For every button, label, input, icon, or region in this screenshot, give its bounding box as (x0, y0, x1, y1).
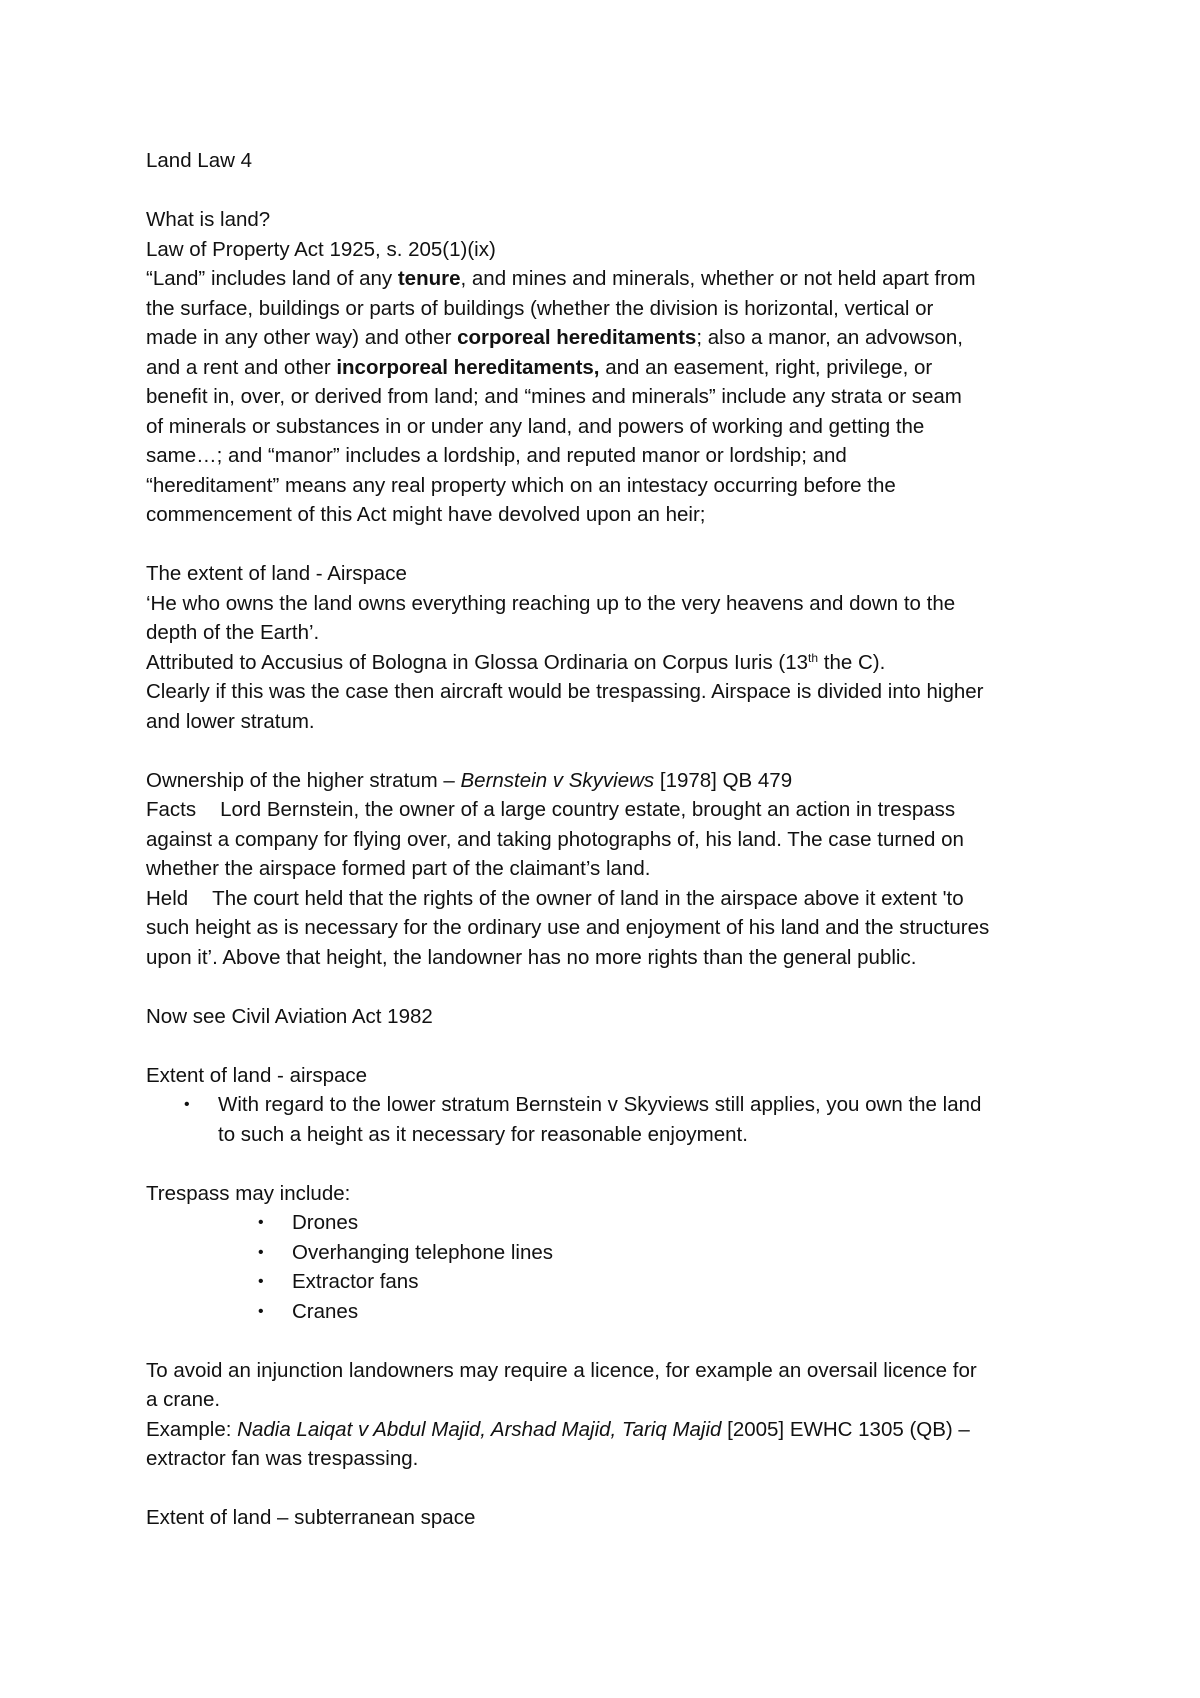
attribution-text: Attributed to Accusius of Bologna in Glossa Ordinaria on Corpus Iuris (13 (146, 650, 809, 674)
list-item-text: Drones (292, 1211, 359, 1234)
case-facts: against a company for flying over, and taking photographs of, his land. The case turned on (146, 827, 964, 851)
definition-line: the surface, buildings or parts of buildings (whether the division is horizontal, vertical or (146, 296, 934, 320)
section-heading-higher-stratum (146, 766, 1076, 796)
list-item-text: Cranes (292, 1299, 359, 1323)
definition-line (146, 323, 1076, 353)
list-item-text: Extractor fans (292, 1270, 419, 1293)
definition-text: , and mines and minerals, whether or not held apart from (460, 267, 976, 290)
spacer (146, 530, 1076, 560)
facts-label: Facts (146, 798, 197, 821)
definition-line: of minerals or substances in or under any land, and powers of working and getting the (146, 414, 925, 438)
section-heading-what-is-land: What is land? (146, 208, 271, 231)
definition-line: commencement of this Act might have devolved upon an heir; (146, 503, 706, 526)
term-corporeal-hereditaments: corporeal hereditaments (457, 326, 697, 349)
airspace-note: and lower stratum. (146, 709, 315, 733)
bullet-icon: • (184, 1096, 190, 1113)
case-held: such height as is necessary for the ordinary use and enjoyment of his land and the structures (146, 916, 990, 939)
bullet-icon: • (258, 1243, 264, 1261)
maxim-quote: ‘He who owns the land owns everything reaching up to the very heavens and down to the (146, 591, 956, 615)
list-item (146, 1297, 1076, 1327)
example-case: extractor fan was trespassing. (146, 1447, 419, 1470)
section-heading-subterranean: Extent of land – subterranean space (146, 1506, 476, 1529)
example-label: Example: (146, 1417, 238, 1441)
list-item (146, 1090, 1076, 1120)
case-facts: whether the airspace formed part of the claimant’s land. (146, 857, 651, 880)
spacer (146, 736, 1076, 766)
example-case (146, 1415, 1076, 1445)
list-item-text: With regard to the lower stratum Bernstein v Skyviews still applies, you own the land (218, 1093, 982, 1116)
spacer (146, 1031, 1076, 1061)
spacer (146, 176, 1076, 206)
page-title: Land Law 4 (146, 149, 253, 172)
civil-aviation-note: Now see Civil Aviation Act 1982 (146, 1004, 433, 1028)
spacer (146, 1149, 1076, 1179)
airspace-note: Clearly if this was the case then aircraft would be trespassing. Airspace is divided into higher (146, 680, 984, 703)
facts-text: Lord Bernstein, the owner of a large country estate, brought an action in trespass (220, 798, 956, 821)
case-held: upon it’. Above that height, the landowner has no more rights than the general public. (146, 945, 917, 969)
list-item-text: to such a height as it necessary for reasonable enjoyment. (218, 1122, 748, 1146)
case-name: Bernstein v Skyviews (460, 768, 655, 792)
spacer (146, 1474, 1076, 1504)
list-item (146, 1208, 1076, 1238)
bullet-icon: • (258, 1273, 264, 1290)
injunction-note: To avoid an injunction landowners may require a licence, for example an oversail licence for (146, 1358, 977, 1382)
injunction-note: a crane. (146, 1388, 221, 1411)
bullet-icon: • (258, 1214, 264, 1231)
term-tenure: tenure (397, 267, 461, 290)
case-facts (146, 795, 1076, 825)
definition-line (146, 353, 1076, 383)
definition-text: ; also a manor, an advowson, (696, 326, 964, 349)
maxim-attribution (146, 648, 1076, 678)
case-name: Nadia Laiqat v Abdul Majid, Arshad Majid, Tariq Majid (237, 1417, 722, 1441)
bullet-icon: • (258, 1302, 264, 1320)
heading-text: Ownership of the higher stratum – (146, 768, 461, 792)
definition-line: same…; and “manor” includes a lordship, and reputed manor or lordship; and (146, 444, 847, 467)
term-incorporeal-hereditaments: incorporeal hereditaments, (336, 355, 600, 379)
spacer (146, 972, 1076, 1002)
maxim-quote: depth of the Earth’. (146, 621, 320, 644)
case-citation: [1978] QB 479 (654, 768, 793, 792)
attribution-text: the C). (818, 650, 886, 674)
definition-text: and an easement, right, privilege, or (599, 355, 933, 379)
held-label: Held (146, 886, 189, 910)
definition-line: “hereditament” means any real property which on an intestacy occurring before the (146, 473, 896, 497)
list-item-continuation (146, 1120, 1076, 1150)
statute-citation: Law of Property Act 1925, s. 205(1)(ix) (146, 237, 496, 261)
document-body (146, 146, 1076, 1533)
section-heading-trespass: Trespass may include: (146, 1181, 351, 1205)
ordinal-suffix: th (808, 650, 819, 665)
definition-line: benefit in, over, or derived from land; and “mines and minerals” include any strata or seam (146, 385, 962, 408)
list-item (146, 1238, 1076, 1268)
definition-text: made in any other way) and other (146, 326, 458, 349)
definition-text: “Land” includes land of any (146, 267, 398, 290)
case-held (146, 884, 1076, 914)
definition-line (146, 264, 1076, 294)
definition-text: and a rent and other (146, 355, 337, 379)
section-heading-airspace: The extent of land - Airspace (146, 562, 407, 585)
held-text: The court held that the rights of the owner of land in the airspace above it extent 'to (212, 886, 964, 910)
section-heading-airspace-lower: Extent of land - airspace (146, 1063, 368, 1087)
case-citation: [2005] EWHC 1305 (QB) – (721, 1417, 970, 1441)
list-item-text: Overhanging telephone lines (292, 1240, 553, 1264)
list-item (146, 1267, 1076, 1297)
spacer (146, 1326, 1076, 1356)
